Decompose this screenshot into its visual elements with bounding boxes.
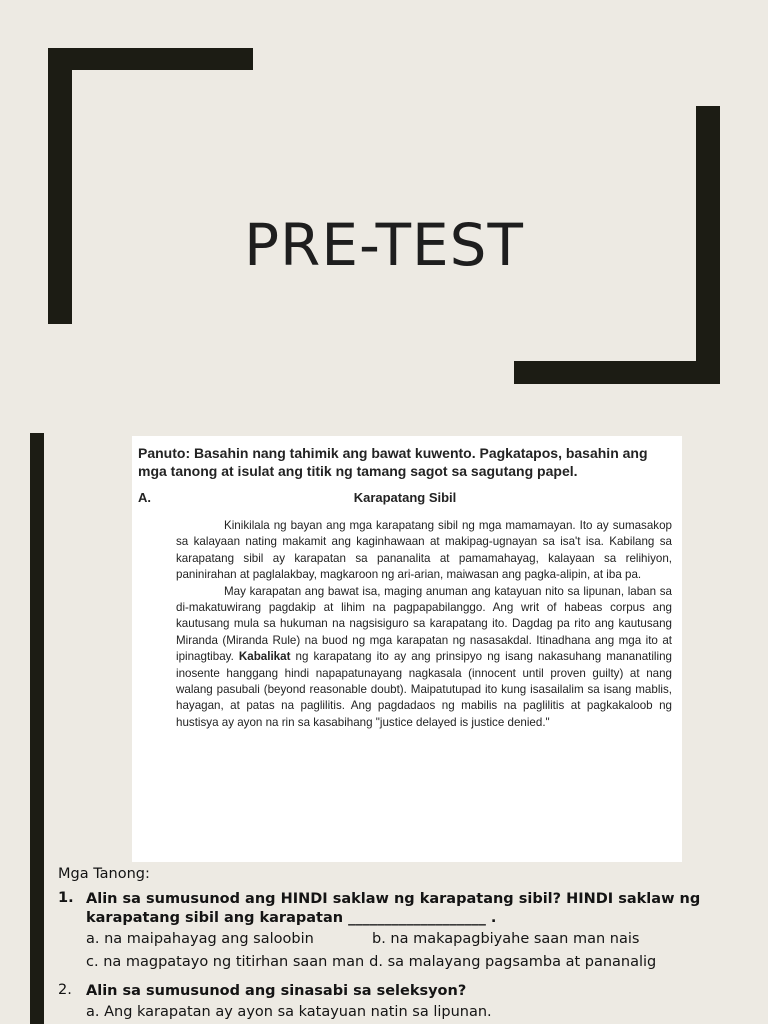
passage-paragraph-1: Kinikilala ng bayan ang mga karapatang sibil ng mga mamamayan. Ito ay sumasakop sa kalayaan nating makamit ang kaginhawaan at makipag-ugnayan sa isa't isa. Kabilang sa karapatang sibil ay karapatan sa pananalita at pamamahayag, kalayaan sa relihiyon, paninirahan at paglalakbay, magkaroon ng ari-arian, maiwasan ang pagka-alipin, at iba pa. [176, 519, 672, 582]
options-row-1 [86, 928, 748, 951]
option-b[interactable]: b. na makapagbiyahe saan man nais [372, 931, 640, 947]
question-2-number: 2. [58, 982, 72, 998]
frame-bar-top-left-vertical [48, 48, 72, 324]
frame-bar-top-left-horizontal [48, 48, 253, 70]
question-2-text: Alin sa sumusunod ang sinasabi sa seleksyon? [86, 983, 467, 999]
question-1-text: Alin sa sumusunod ang HINDI saklaw ng karapatang sibil? HINDI saklaw ng karapatang sibil ang karapatan ___________________ . [86, 891, 701, 926]
slide-title: PRE-TEST [244, 210, 524, 279]
questions-section [58, 866, 748, 1024]
question-1-number: 1. [58, 890, 74, 906]
section-letter: A. [138, 490, 151, 505]
paragraph-2-bold: Kabalikat [238, 650, 291, 664]
paragraph-2-part-a: May karapatan ang bawat isa, maging anuman ang katayuan nito sa lipunan, laban sa di-makatuwirang pagdakip at lihim na pagpapabilanggo. Ang writ of habeas corpus ang kautusang mula sa hukuman na nagsisiguro sa karapatang ito. Dagdag pa rito ang kautusang Miranda (Miranda Rule) na buod ng mga karapatan ng nasasakdal. Itinadhana ang mga ito at ipinagtibay. [176, 584, 672, 664]
passage-body [138, 518, 672, 731]
section-heading [138, 490, 672, 508]
question-2-options [86, 1001, 748, 1024]
option-d[interactable]: d. sa malayang pagsamba at pananalig [369, 954, 657, 970]
question-1 [58, 890, 748, 974]
instruction-text: Panuto: Basahin nang tahimik ang bawat kuwento. Pagkatapos, basahin ang mga tanong at isulat ang titik ng tamang sagot sa sagutang papel. [138, 445, 648, 479]
options-row-2 [86, 951, 748, 974]
question-2 [58, 982, 748, 1024]
paragraph-2-part-b: ng karapatang ito ay ang prinsipyo ng isang nakasuhang mananatiling inosente hanggang hindi napapatunayang nagkasala (innocent until proven guilty) at nang walang pasubali (beyond reasonable doubt). Maipatutupad ito kung isasailalim sa isang mablis, hayagan, at patas na paglilitis. Ang pagdadaos ng mabilis na paglilitis at pagkakaloob ng hustisya ay ayon na rin sa kasabihang "justice delayed is justice denied." [176, 650, 672, 729]
left-accent-bar [30, 433, 44, 1024]
option-c[interactable]: c. na magpatayo ng titirhan saan man [86, 954, 365, 970]
section-title: Karapatang Sibil [353, 490, 457, 505]
option-a[interactable]: a. na maipahayag ang saloobin [86, 931, 314, 947]
frame-bar-bottom-right-horizontal [514, 361, 720, 384]
passage-paragraph-2 [176, 584, 672, 732]
question-1-options [86, 928, 748, 974]
option-a[interactable]: a. Ang karapatan ay ayon sa katayuan natin sa lipunan. [86, 1004, 492, 1020]
questions-header: Mga Tanong: [58, 866, 150, 882]
passage-image [132, 436, 682, 862]
